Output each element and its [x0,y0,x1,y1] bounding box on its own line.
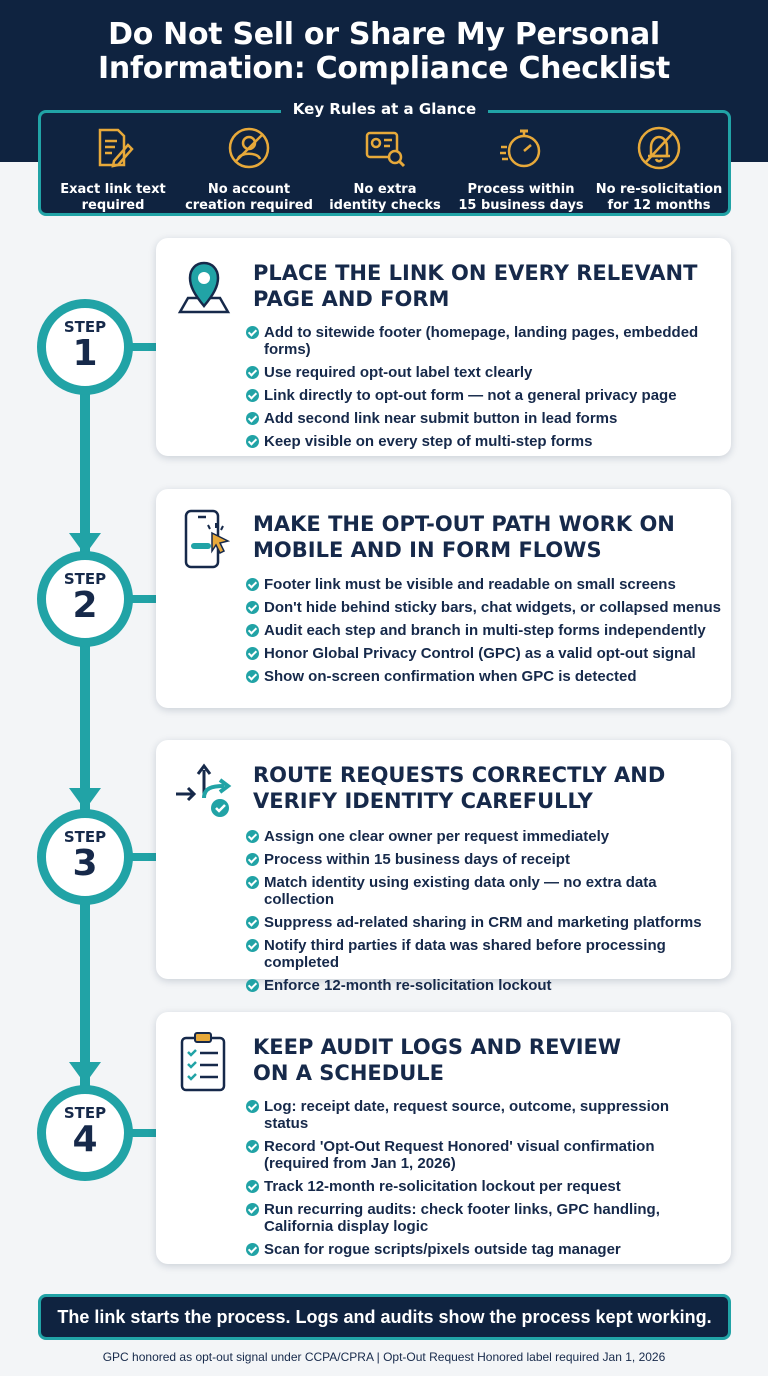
check-icon [246,601,259,614]
rule-no-resolicitation [591,125,727,214]
step-card-4 [156,1012,731,1264]
check-icon [246,326,259,339]
step-word: STEP [63,570,107,588]
step-card-2 [156,489,731,708]
step-checklist [246,324,726,456]
check-icon [246,670,259,683]
stopwatch-icon [498,125,544,171]
step-title: MAKE THE OPT-OUT PATH WORK ON MOBILE AND IN FORM FLOWS [253,512,675,562]
step-title: PLACE THE LINK ON EVERY RELEVANT PAGE AND FORM [253,261,698,311]
step-card-1 [156,238,731,456]
arrow-down-icon [69,1062,101,1084]
check-icon [246,830,259,843]
check-icon [246,1140,259,1153]
step-number: 1 [72,333,98,374]
checklist-item: Log: receipt date, request source, outcome, suppression status [246,1098,716,1132]
rule-15-days [453,125,589,214]
rule-no-account [181,125,317,214]
location-pin-icon [172,256,236,320]
rule-label: No account creation required [185,182,313,213]
check-icon [246,939,259,952]
step-number: 3 [72,843,98,884]
checklist-item: Scan for rogue scripts/pixels outside tag manager [246,1241,716,1258]
checklist-item: Suppress ad-related sharing in CRM and marketing platforms [246,914,726,931]
rule-label: Process within 15 business days [458,182,584,213]
checklist-item: Track 12-month re-solicitation lockout per request [246,1178,716,1195]
checklist-item: Use required opt-out label text clearly [246,364,726,381]
checklist-item: Show on-screen confirmation when GPC is detected [246,668,726,685]
id-card-search-icon [362,125,408,171]
check-icon [246,1203,259,1216]
summary-banner: The link starts the process. Logs and audits show the process kept working. [38,1294,731,1340]
step-checklist [246,1098,716,1264]
checklist-item: Assign one clear owner per request immediately [246,828,726,845]
check-icon [246,853,259,866]
check-icon [246,876,259,889]
step-badge-1 [37,299,133,395]
step-number: 2 [72,585,98,626]
step-word: STEP [63,318,107,336]
step-word: STEP [63,828,107,846]
page-title: Do Not Sell or Share My Personal Information: Compliance Checklist [98,17,670,86]
checklist-item: Record 'Opt-Out Request Honored' visual confirmation (required from Jan 1, 2026) [246,1138,716,1172]
mobile-tap-icon [172,507,236,571]
check-icon [246,916,259,929]
arrow-down-icon [69,788,101,810]
clipboard-checklist-icon [172,1030,236,1094]
check-icon [246,578,259,591]
checklist-item: Keep visible on every step of multi-step forms [246,433,726,450]
step-checklist [246,828,726,1000]
checklist-item: Don't hide behind sticky bars, chat widgets, or collapsed menus [246,599,726,616]
checklist-item: Link directly to opt-out form — not a general privacy page [246,387,726,404]
step-badge-4 [37,1085,133,1181]
check-icon [246,1243,259,1256]
step-checklist [246,576,726,691]
checklist-item: Enforce 12-month re-solicitation lockout [246,977,726,994]
check-icon [246,624,259,637]
checklist-item: Process within 15 business days of receipt [246,851,726,868]
key-rules-heading: Key Rules at a Glance [281,100,488,118]
rule-label: No extra identity checks [329,182,441,213]
step-title: ROUTE REQUESTS CORRECTLY AND VERIFY IDENTITY CAREFULLY [253,763,666,813]
bell-off-icon [636,125,682,171]
step-number: 4 [72,1119,98,1160]
timeline-line [80,350,90,1110]
document-pencil-icon [90,125,136,171]
step-card-3 [156,740,731,994]
rule-label: Exact link text required [60,182,166,213]
checklist-item: Match identity using existing data only — no extra data collection [246,874,726,908]
check-icon [246,435,259,448]
checklist-item: Footer link must be visible and readable on small screens [246,576,726,593]
check-icon [246,1180,259,1193]
rule-exact-link-text [45,125,181,214]
checklist-item: Add to sitewide footer (homepage, landing pages, embedded forms) [246,324,726,358]
check-icon [246,979,259,992]
rule-no-identity-checks [317,125,453,214]
checklist-item: Add second link near submit button in lead forms [246,410,726,427]
step-title: KEEP AUDIT LOGS AND REVIEW ON A SCHEDULE [253,1035,622,1085]
checklist-item: Notify third parties if data was shared before processing completed [246,937,726,971]
checklist-item: Audit each step and branch in multi-step forms independently [246,622,726,639]
rule-label: No re-solicitation for 12 months [595,182,723,213]
key-rules-panel [38,100,731,216]
check-icon [246,389,259,402]
no-user-icon [226,125,272,171]
footer-note: GPC honored as opt-out signal under CCPA/CPRA | Opt-Out Request Honored label required Jan 1, 2026 [102,1350,666,1364]
step-word: STEP [63,1104,107,1122]
checklist-item: Honor Global Privacy Control (GPC) as a valid opt-out signal [246,645,726,662]
check-icon [246,366,259,379]
step-badge-3 [37,809,133,905]
check-icon [246,412,259,425]
checklist-item: Run recurring audits: check footer links, GPC handling, California display logic [246,1201,716,1235]
step-badge-2 [37,551,133,647]
check-icon [246,647,259,660]
route-arrows-icon [172,758,236,822]
check-icon [246,1100,259,1113]
